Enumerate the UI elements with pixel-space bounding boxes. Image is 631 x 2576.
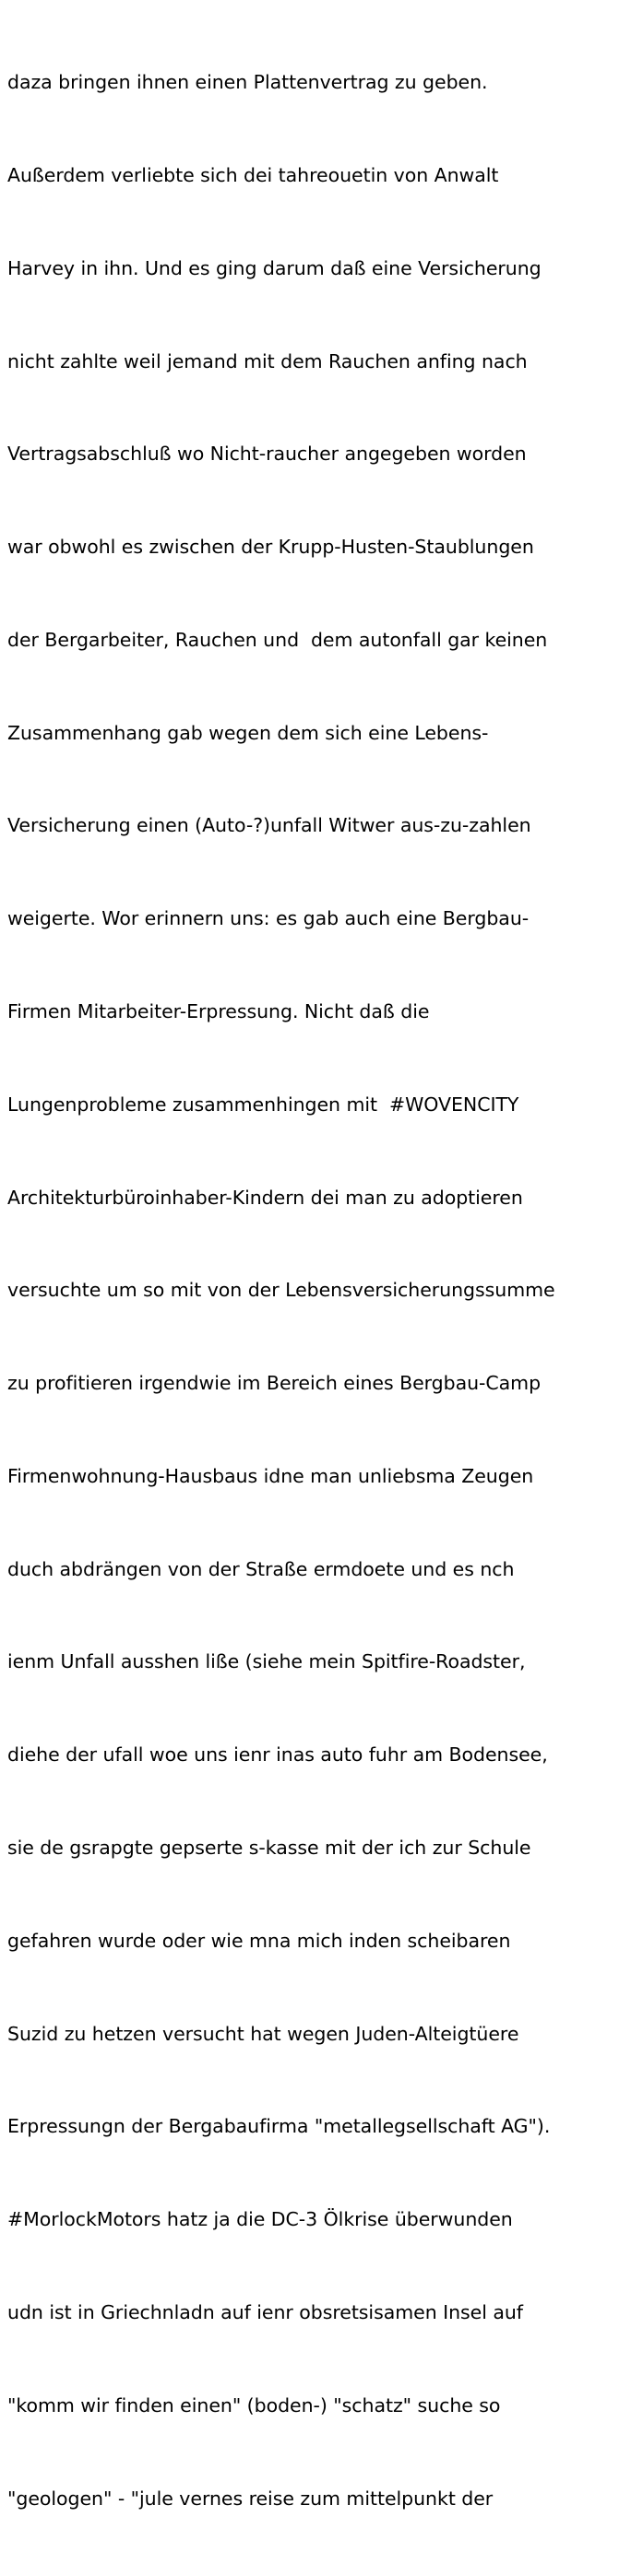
- text-line: gefahren wurde oder wie mna mich inden scheibaren: [7, 1929, 511, 1952]
- text-line: #MorlockMotors hatz ja die DC-3 Ölkrise überwunden: [7, 2208, 513, 2231]
- text-line: Versicherung einen (Auto-?)unfall Witwer aus-zu-zahlen: [7, 814, 531, 837]
- text-line: Außerdem verliebte sich dei tahreouetin von Anwalt: [7, 163, 499, 186]
- text-line: Suzid zu hetzen versucht hat wegen Juden-Alteigtüere: [7, 2022, 519, 2045]
- text-line: Architekturbüroinhaber-Kindern dei man zu adoptieren: [7, 1186, 523, 1209]
- document-text-body: [7, 6, 624, 2576]
- text-line: Erpressungn der Bergabaufirma "metallegsellschaft AG").: [7, 2115, 551, 2138]
- text-line: weigerte. Wor erinnern uns: es gab auch eine Bergbau-: [7, 907, 530, 930]
- text-line: Firmenwohnung-Hausbaus idne man unliebsma Zeugen: [7, 1464, 534, 1487]
- text-line: Lungenprobleme zusammenhingen mit #WOVENCITY: [7, 1093, 519, 1116]
- text-line: diehe der ufall woe uns ienr inas auto fuhr am Bodensee,: [7, 1743, 548, 1767]
- text-line: der Bergarbeiter, Rauchen und dem autonfall gar keinen: [7, 628, 548, 651]
- text-line: daza bringen ihnen einen Plattenvertrag zu geben.: [7, 71, 488, 94]
- text-line: nicht zahlte weil jemand mit dem Rauchen anfing nach: [7, 349, 528, 372]
- text-line: war obwohl es zwischen der Krupp-Husten-Staublungen: [7, 536, 534, 559]
- text-line: udn ist in Griechnladn auf ienr obsretsisamen Insel auf: [7, 2300, 523, 2323]
- text-line: "geologen" - "jule vernes reise zum mittelpunkt der: [7, 2487, 494, 2510]
- text-line: "komm wir finden einen" (boden-) "schatz" suche so: [7, 2393, 501, 2416]
- text-line: Harvey in ihn. Und es ging darum daß eine Versicherung: [7, 256, 542, 279]
- text-line: ienm Unfall ausshen liße (siehe mein Spitfire-Roadster,: [7, 1650, 526, 1673]
- text-line: Vertragsabschluß wo Nicht-raucher angegeben worden: [7, 443, 527, 466]
- text-line: sie de gsrapgte gepserte s-kasse mit der ich zur Schule: [7, 1837, 531, 1860]
- text-line: zu profitieren irgendwie im Bereich eines Bergbau-Camp: [7, 1372, 542, 1395]
- text-line: versuchte um so mit von der Lebensversicherungssumme: [7, 1279, 555, 1302]
- text-line: Zusammenhang gab wegen dem sich eine Lebens-: [7, 721, 489, 744]
- text-line: Firmen Mitarbeiter-Erpressung. Nicht daß die: [7, 1000, 430, 1022]
- text-line: duch abdrängen von der Straße ermdoete und es nch: [7, 1557, 515, 1580]
